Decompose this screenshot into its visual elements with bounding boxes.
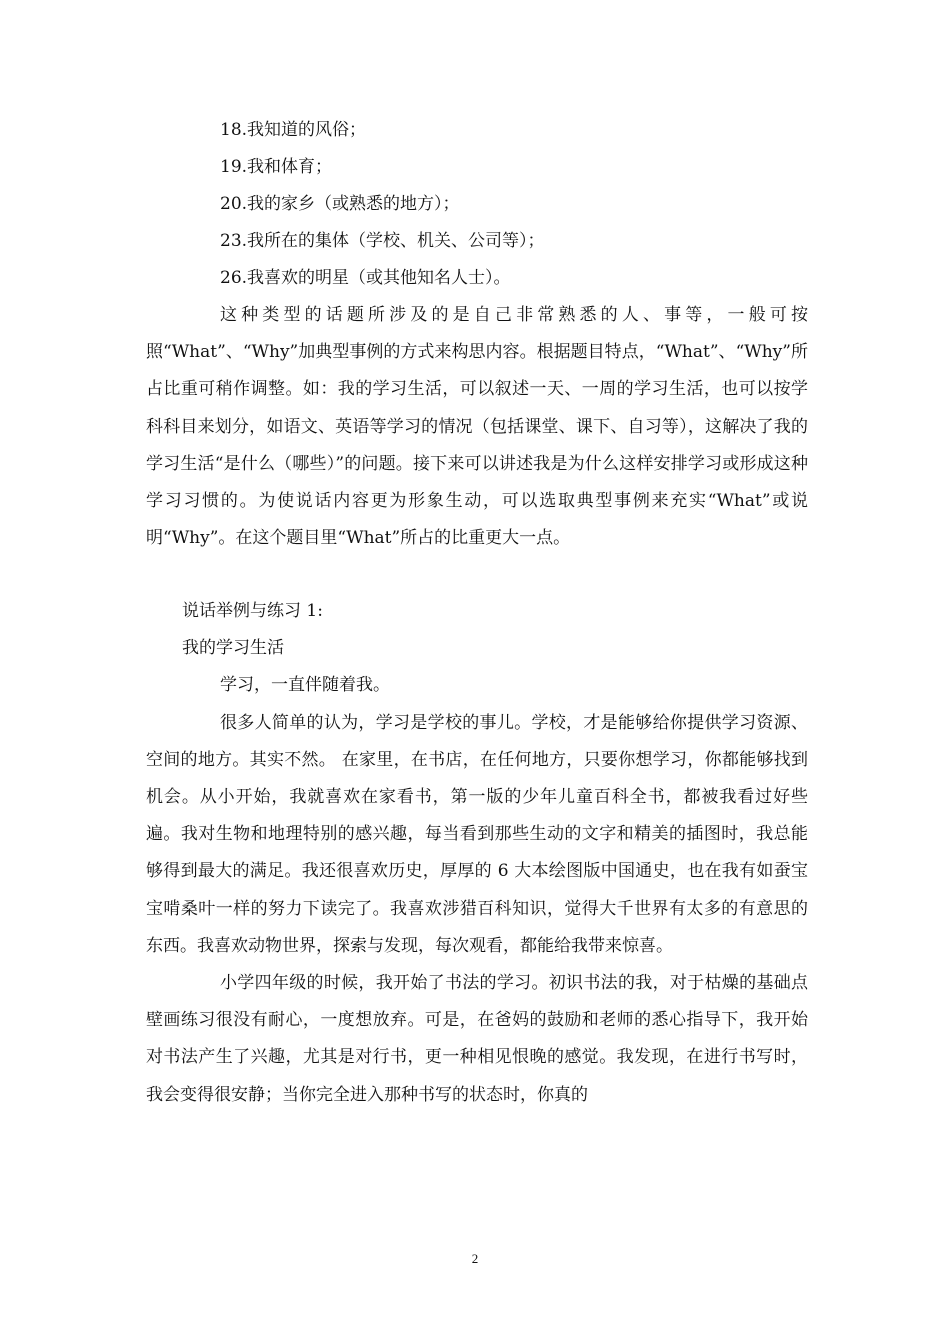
example-title: 我的学习生活 xyxy=(182,638,284,659)
body-paragraph: 学习，一直伴随着我。 xyxy=(220,675,390,696)
topic-item: 18.我知道的风俗； xyxy=(220,120,367,140)
page-number: 2 xyxy=(471,1251,479,1266)
body-paragraph: 小学四年级的时候，我开始了书法的学习。初识书法的我，对于枯燥的基础点壁画练习很没有耐心，一度想放弃。可是，在爸妈的鼓励和老师的悉心指导下，我开始对书法产生了兴趣，尤其是对行书，更一种相见恨晚的感觉。我发现，在进行书写时，我会变得很安静；当你完全进入那种书写的状态时，你真的 xyxy=(146,973,808,1105)
body-paragraph: 很多人简单的认为，学习是学校的事儿。学校，才是能够给你提供学习资源、空间的地方。其实不然。 在家里，在书店，在任何地方，只要你想学习，你都能够找到机会。从小开始，我就喜欢在家看书，第一版的少年儿童百科全书，都被我看过好些遍。我对生物和地理特别的感兴趣，每当看到那些生动的文字和精美的插图时，我总能够得到最大的满足。我还很喜欢历史，厚厚的 6 大本绘图版中国通史，也在我有如蚕宝宝啃桑叶一样的努力下读完了。我喜欢涉猎百科知识，觉得大千世界有太多的有意思的东西。我喜欢动物世界，探索与发现，每次观看，都能给我带来惊喜。 xyxy=(146,712,808,956)
topic-item: 23.我所在的集体（学校、机关、公司等）； xyxy=(220,231,545,251)
example-heading: 说话举例与练习 1: xyxy=(182,601,323,622)
topic-item: 19.我和体育； xyxy=(220,157,333,177)
document-page xyxy=(146,112,808,1114)
section-gap xyxy=(146,557,808,593)
topic-item: 20.我的家乡（或熟悉的地方）； xyxy=(220,194,460,214)
intro-paragraph: 这种类型的话题所涉及的是自己非常熟悉的人、事等，一般可按照“What”、“Why”加典型事例的方式来构思内容。根据题目特点，“What”、“Why”所占比重可稍作调整。如：我的学习生活，可以叙述一天、一周的学习生活，也可以按学科科目来划分，如语文、英语等学习的情况（包括课堂、课下、自习等），这解决了我的学习生活“是什么（哪些）”的问题。接下来可以讲述我是为什么这样安排学习或形成这种学习习惯的。为使说话内容更为形象生动，可以选取典型事例来充实“What”或说明“Why”。在这个题目里“What”所占的比重更大一点。 xyxy=(146,305,808,549)
topic-item: 26.我喜欢的明星（或其他知名人士）。 xyxy=(220,268,511,288)
